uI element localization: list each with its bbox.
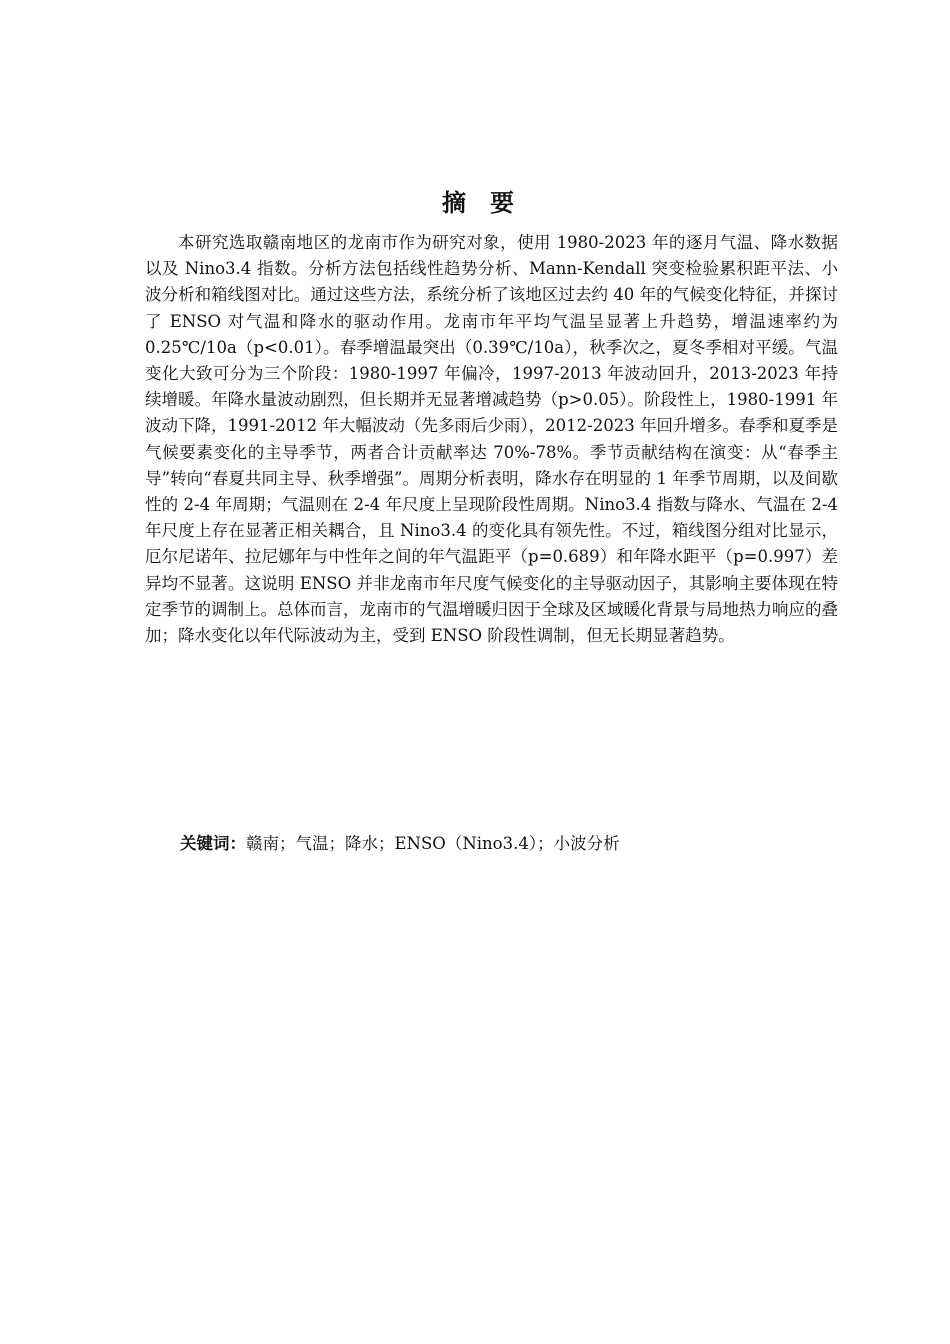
keywords-label: 关键词： xyxy=(180,834,246,853)
keywords-line xyxy=(180,831,820,857)
keywords-text: 赣南；气温；降水；ENSO（Nino3.4）；小波分析 xyxy=(246,834,620,853)
abstract-title: 摘要 xyxy=(442,189,538,217)
abstract-body: 本研究选取赣南地区的龙南市作为研究对象，使用 1980-2023 年的逐月气温、降水数据以及 Nino3.4 指数。分析方法包括线性趋势分析、Mann-Kendall 突变检验累积距平法、小波分析和箱线图对比。通过这些方法，系统分析了该地区过去约 40 年的气候变化特征，并探讨了 ENSO 对气温和降水的驱动作用。龙南市年平均气温呈显著上升趋势，增温速率约为 0.25℃/10a（p<0.01）。春季增温最突出（0.39℃/10a），秋季次之，夏冬季相对平缓。气温变化大致可分为三个阶段：1980-1997 年偏冷，1997-2013 年波动回升，2013-2023 年持续增暖。年降水量波动剧烈，但长期并无显著增减趋势（p>0.05）。阶段性上，1980-1991 年波动下降，1991-2012 年大幅波动（先多雨后少雨），2012-2023 年回升增多。春季和夏季是气候要素变化的主导季节，两者合计贡献率达 70%-78%。季节贡献结构在演变：从“春季主导”转向“春夏共同主导、秋季增强”。周期分析表明，降水存在明显的 1 年季节周期，以及间歇性的 2-4 年周期；气温则在 2-4 年尺度上呈现阶段性周期。Nino3.4 指数与降水、气温在 2-4 年尺度上存在显著正相关耦合，且 Nino3.4 的变化具有领先性。不过，箱线图分组对比显示，厄尔尼诺年、拉尼娜年与中性年之间的年气温距平（p=0.689）和年降水距平（p=0.997）差异均不显著。这说明 ENSO 并非龙南市年尺度气候变化的主导驱动因子，其影响主要体现在特定季节的调制上。总体而言，龙南市的气温增暖归因于全球及区域暖化背景与局地热力响应的叠加；降水变化以年代际波动为主，受到 ENSO 阶段性调制，但无长期显著趋势。 xyxy=(145,233,838,646)
